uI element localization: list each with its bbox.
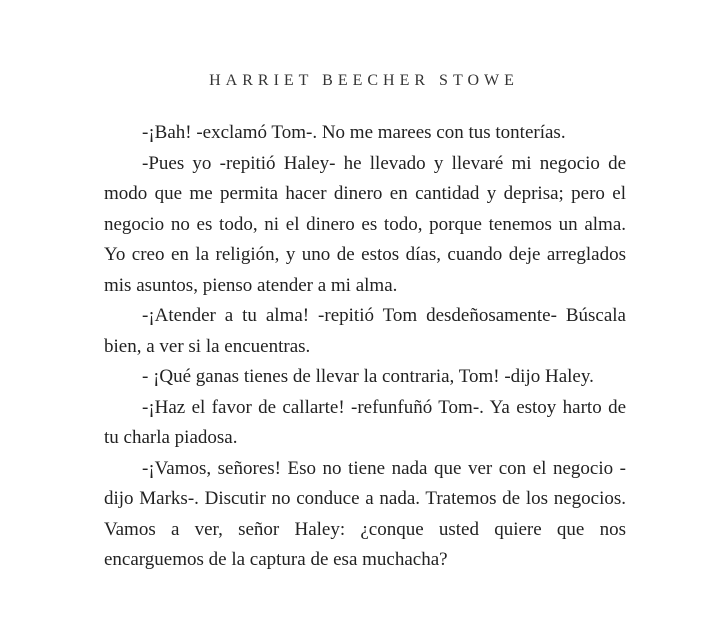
paragraph: -¡Bah! -exclamó Tom-. No me marees con tus tonterías. <box>142 122 566 143</box>
paragraph: -Pues yo -repitió Haley- he llevado y llevaré mi negocio de modo que me permita hacer dinero en cantidad y deprisa; pero el negocio no es todo, ni el dinero es todo, porque tenemos un alma. Yo creo en la religión, y uno de estos días, cuando deje arreglados mis asuntos, pienso atender a mi alma. <box>104 152 626 296</box>
page-body <box>104 118 626 576</box>
paragraph: -¡Atender a tu alma! -repitió Tom desdeñosamente- Búscala bien, a ver si la encuentras. <box>104 305 626 357</box>
paragraph: - ¡Qué ganas tienes de llevar la contraria, Tom! -dijo Haley. <box>142 366 594 387</box>
paragraph: -¡Haz el favor de callarte! -refunfuñó Tom-. Ya estoy harto de tu charla piadosa. <box>104 396 626 448</box>
paragraph: -¡Vamos, señores! Eso no tiene nada que ver con el negocio -dijo Marks-. Discutir no conduce a nada. Tratemos de los negocios. Vamos a ver, señor Haley: ¿conque usted quiere que nos encarguemos de la captura de esa muchacha? <box>104 457 626 570</box>
running-header: HARRIET BEECHER STOWE <box>209 72 519 89</box>
